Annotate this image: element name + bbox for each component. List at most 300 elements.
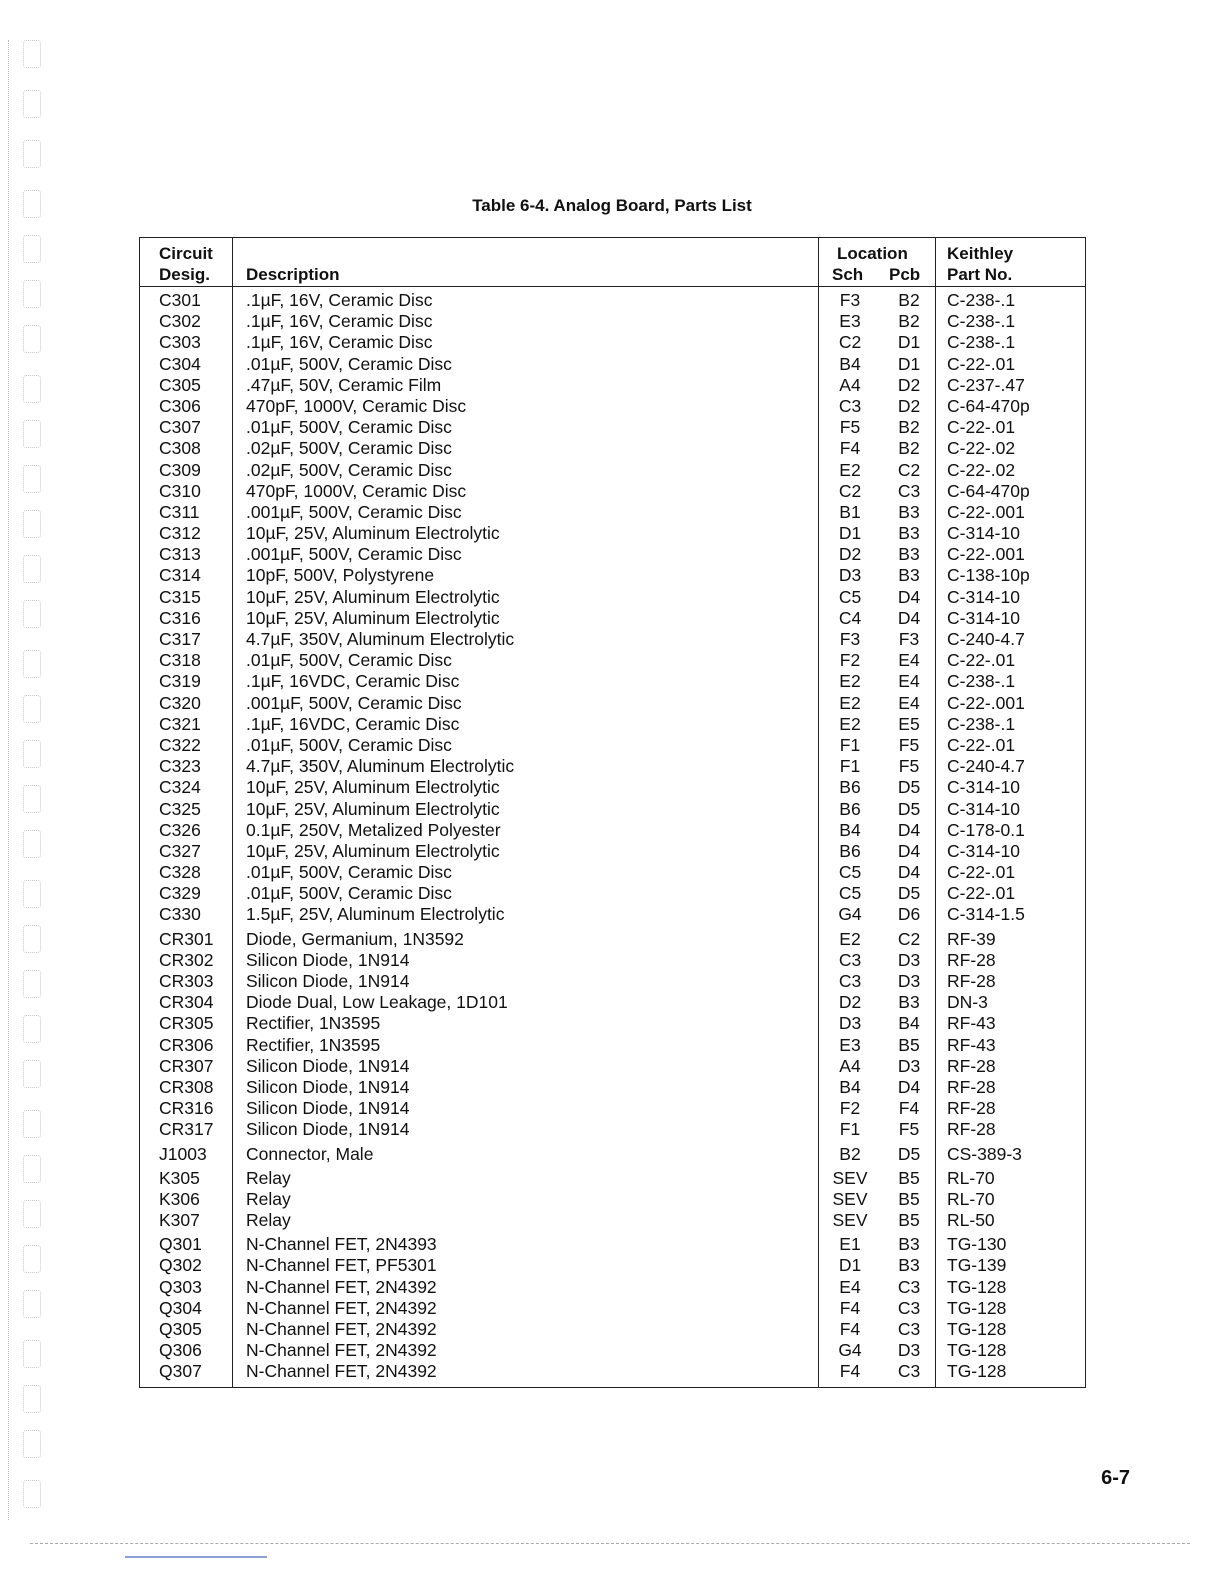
pcb-location: D4 [897,840,921,861]
part-number: RF-43 [947,1034,996,1055]
schematic-location: F4 [839,1361,861,1382]
part-number: C-22-.001 [947,501,1025,522]
schematic-location: C3 [838,949,862,970]
circuit-designation: C322 [159,734,201,755]
description-cell: N-Channel FET, PF5301 [246,1255,437,1276]
schematic-location: SEV [832,1188,868,1209]
circuit-designation: CR308 [159,1076,214,1097]
description-cell: 10pF, 500V, Polystyrene [246,565,435,586]
table-row [140,1035,1085,1056]
table-row [140,1234,1085,1255]
circuit-designation: C316 [159,607,201,628]
table-body [140,287,1085,1387]
table-row [140,950,1085,971]
schematic-location: E2 [839,713,861,734]
table-row [140,650,1085,671]
description-cell: .1µF, 16V, Ceramic Disc [246,332,433,353]
part-number: C-238-.1 [947,311,1016,332]
part-number: C-238-.1 [947,290,1016,310]
row-group [140,1234,1085,1382]
description-cell: N-Channel FET, 2N4393 [246,1234,437,1255]
table-row [140,777,1085,798]
parts-list-table [139,237,1086,1388]
schematic-location: D3 [838,1013,862,1034]
circuit-designation: C328 [159,862,201,883]
description-cell: N-Channel FET, 2N4392 [246,1319,437,1339]
description-cell: Silicon Diode, 1N914 [246,949,410,970]
table-row [140,332,1085,353]
description-cell: .01µF, 500V, Ceramic Disc [246,734,452,755]
part-number: RF-28 [947,1055,996,1076]
pcb-location: B5 [898,1167,920,1188]
description-cell: Relay [246,1167,291,1188]
table-row [140,1340,1085,1361]
schematic-location: G4 [838,1340,862,1361]
part-number: TG-130 [947,1234,1007,1255]
table-row [140,565,1085,586]
part-number: TG-128 [947,1297,1007,1318]
circuit-designation: C303 [159,332,201,353]
description-cell: 4.7µF, 350V, Aluminum Electrolytic [246,756,515,777]
table-row [140,929,1085,950]
circuit-designation: C310 [159,480,201,501]
pcb-location: D2 [897,395,921,416]
schematic-location: D1 [838,1255,862,1276]
part-number: C-238-.1 [947,332,1016,353]
header-location: Location [837,244,908,263]
table-row [140,883,1085,904]
table-row [140,1361,1085,1382]
part-number: RL-70 [947,1167,995,1188]
description-cell: Diode, Germanium, 1N3592 [246,928,464,949]
pcb-location: B3 [898,992,920,1013]
part-number: C-240-4.7 [947,756,1025,777]
part-number: C-22-.001 [947,692,1025,713]
pcb-location: E4 [898,671,920,692]
part-number: RF-28 [947,949,996,970]
table-row [140,714,1085,735]
pcb-location: D3 [897,1055,921,1076]
description-cell: .47µF, 50V, Ceramic Film [246,374,442,395]
description-cell: N-Channel FET, 2N4392 [246,1340,437,1361]
description-cell: 470pF, 1000V, Ceramic Disc [246,395,467,416]
description-cell: Silicon Diode, 1N914 [246,971,410,991]
table-row [140,438,1085,459]
pcb-location: B2 [898,290,920,310]
schematic-location: D3 [838,565,862,586]
schematic-location: C5 [838,862,862,883]
table-row [140,1189,1085,1210]
schematic-location: C4 [838,607,862,628]
part-number: C-22-.01 [947,883,1016,904]
part-number: RL-50 [947,1210,995,1231]
circuit-designation: C323 [159,756,201,777]
circuit-designation: Q307 [159,1361,202,1382]
circuit-designation: CR304 [159,992,214,1013]
schematic-location: F4 [839,1297,861,1318]
pcb-location: C2 [897,459,921,480]
pcb-location: D5 [897,1143,921,1164]
table-row [140,460,1085,481]
table-row [140,587,1085,608]
description-cell: .001µF, 500V, Ceramic Disc [246,692,462,713]
pcb-location: E4 [898,650,920,671]
part-number: C-314-10 [947,777,1020,798]
table-row [140,354,1085,375]
pcb-location: D3 [897,971,921,991]
description-cell: Connector, Male [246,1143,374,1164]
table-row [140,735,1085,756]
table-row [140,290,1085,311]
table-header [140,238,1085,287]
schematic-location: E2 [839,459,861,480]
part-number: C-314-10 [947,840,1020,861]
circuit-designation: Q306 [159,1340,202,1361]
schematic-location: B6 [839,798,861,819]
pcb-location: B3 [898,565,920,586]
description-cell: .1µF, 16V, Ceramic Disc [246,311,433,332]
schematic-location: C3 [838,971,862,991]
part-number: C-22-.01 [947,417,1016,438]
description-cell: 10µF, 25V, Aluminum Electrolytic [246,586,500,607]
part-number: C-22-.001 [947,544,1025,565]
pcb-location: B3 [898,1234,920,1255]
description-cell: 0.1µF, 250V, Metalized Polyester [246,819,501,840]
schematic-location: E2 [839,928,861,949]
row-group [140,929,1085,1141]
schematic-location: F4 [839,1319,861,1339]
part-number: C-238-.1 [947,671,1016,692]
circuit-designation: CR316 [159,1098,214,1119]
pcb-location: D6 [897,904,921,925]
pcb-location: B2 [898,417,920,438]
part-number: RF-43 [947,1013,996,1034]
pcb-location: F3 [898,629,920,649]
circuit-designation: C326 [159,819,201,840]
description-cell: Silicon Diode, 1N914 [246,1076,410,1097]
part-number: C-22-.01 [947,353,1016,374]
scan-artifact-mark [125,1556,267,1558]
part-number: RF-28 [947,1119,996,1140]
pcb-location: E4 [898,692,920,713]
part-number: RF-39 [947,928,996,949]
description-cell: 10µF, 25V, Aluminum Electrolytic [246,798,500,819]
table-row [140,417,1085,438]
circuit-designation: Q304 [159,1297,202,1318]
pcb-location: D5 [897,777,921,798]
pcb-location: D3 [897,949,921,970]
pcb-location: C3 [897,1319,921,1339]
pcb-location: D1 [897,353,921,374]
part-number: TG-139 [947,1255,1007,1276]
schematic-location: F4 [839,438,861,459]
schematic-location: C2 [838,480,862,501]
pcb-location: C3 [897,480,921,501]
description-cell: 10µF, 25V, Aluminum Electrolytic [246,607,500,628]
schematic-location: E2 [839,671,861,692]
part-number: C-22-.02 [947,459,1016,480]
description-cell: .01µF, 500V, Ceramic Disc [246,862,452,883]
table-row [140,1077,1085,1098]
header-sch: Sch [832,265,864,284]
description-cell: .02µF, 500V, Ceramic Disc [246,438,452,459]
schematic-location: D1 [838,523,862,544]
part-number: C-22-.02 [947,438,1016,459]
part-number: C-64-470p [947,480,1030,501]
pcb-location: E5 [898,713,920,734]
circuit-designation: C325 [159,798,201,819]
part-number: C-314-1.5 [947,904,1025,925]
circuit-designation: C317 [159,629,201,649]
pcb-location: C3 [897,1361,921,1382]
schematic-location: B4 [839,1076,861,1097]
table-row [140,862,1085,883]
table-row [140,756,1085,777]
table-row [140,693,1085,714]
pcb-location: C3 [897,1276,921,1297]
table-row [140,904,1085,925]
table-row [140,1319,1085,1340]
pcb-location: D4 [897,819,921,840]
circuit-designation: CR306 [159,1034,214,1055]
schematic-location: B4 [839,353,861,374]
part-number: C-138-10p [947,565,1030,586]
pcb-location: B3 [898,501,920,522]
circuit-designation: K306 [159,1188,200,1209]
header-pcb: Pcb [889,265,921,284]
pcb-location: F4 [898,1098,920,1119]
table-row [140,820,1085,841]
circuit-designation: C319 [159,671,201,692]
part-number: C-22-.01 [947,862,1016,883]
table-row [140,1056,1085,1077]
part-number: C-178-0.1 [947,819,1025,840]
table-row [140,841,1085,862]
pcb-location: C2 [897,928,921,949]
row-group [140,1168,1085,1232]
pcb-location: D3 [897,1340,921,1361]
circuit-designation: C301 [159,290,201,310]
row-group [140,290,1085,926]
table-row [140,1168,1085,1189]
description-cell: Rectifier, 1N3595 [246,1013,381,1034]
pcb-location: F5 [898,1119,920,1140]
circuit-designation: J1003 [159,1143,207,1164]
description-cell: Diode Dual, Low Leakage, 1D101 [246,992,508,1013]
part-number: TG-128 [947,1276,1007,1297]
description-cell: .02µF, 500V, Ceramic Disc [246,459,452,480]
circuit-designation: C312 [159,523,201,544]
pcb-location: B2 [898,438,920,459]
table-row [140,523,1085,544]
part-number: C-64-470p [947,395,1030,416]
pcb-location: D1 [897,332,921,353]
description-cell: .01µF, 500V, Ceramic Disc [246,353,452,374]
table-row [140,1013,1085,1034]
description-cell: .1µF, 16VDC, Ceramic Disc [246,671,460,692]
table-row [140,311,1085,332]
header-desig: Desig. [159,265,211,284]
schematic-location: F1 [839,734,861,755]
description-cell: Silicon Diode, 1N914 [246,1119,410,1140]
description-cell: .1µF, 16V, Ceramic Disc [246,290,433,310]
pcb-location: B5 [898,1188,920,1209]
table-row [140,502,1085,523]
part-number: C-240-4.7 [947,629,1025,649]
part-number: RF-28 [947,1076,996,1097]
circuit-designation: C318 [159,650,201,671]
schematic-location: C2 [838,332,862,353]
circuit-designation: C315 [159,586,201,607]
pcb-location: F5 [898,734,920,755]
schematic-location: F3 [839,290,861,310]
pcb-location: B5 [898,1034,920,1055]
binding-holes [8,40,49,1520]
circuit-designation: C307 [159,417,201,438]
circuit-designation: C330 [159,904,201,925]
table-row [140,481,1085,502]
schematic-location: G4 [838,904,862,925]
pcb-location: B4 [898,1013,920,1034]
schematic-location: F1 [839,756,861,777]
pcb-location: D5 [897,798,921,819]
pcb-location: B2 [898,311,920,332]
part-number: TG-128 [947,1340,1007,1361]
row-group [140,1144,1085,1165]
schematic-location: C5 [838,883,862,904]
schematic-location: SEV [832,1167,868,1188]
schematic-location: E4 [839,1276,861,1297]
description-cell: 4.7µF, 350V, Aluminum Electrolytic [246,629,515,649]
description-cell: 10µF, 25V, Aluminum Electrolytic [246,777,500,798]
circuit-designation: CR303 [159,971,214,991]
pcb-location: B5 [898,1210,920,1231]
table-row [140,396,1085,417]
part-number: C-22-.01 [947,734,1016,755]
circuit-designation: K307 [159,1210,200,1231]
scan-artifact-line [30,1543,1190,1544]
schematic-location: SEV [832,1210,868,1231]
schematic-location: B4 [839,819,861,840]
description-cell: .01µF, 500V, Ceramic Disc [246,417,452,438]
pcb-location: D4 [897,586,921,607]
pcb-location: B3 [898,523,920,544]
description-cell: N-Channel FET, 2N4392 [246,1276,437,1297]
schematic-location: B2 [839,1143,861,1164]
pcb-location: D4 [897,862,921,883]
part-number: C-314-10 [947,798,1020,819]
schematic-location: C5 [838,586,862,607]
schematic-location: E1 [839,1234,861,1255]
page-number: 6-7 [1101,1467,1130,1489]
part-number: C-237-.47 [947,374,1025,395]
part-number: C-314-10 [947,607,1020,628]
schematic-location: D2 [838,544,862,565]
part-number: CS-389-3 [947,1143,1022,1164]
part-number: RL-70 [947,1188,995,1209]
table-row [140,671,1085,692]
header-circuit: Circuit [159,244,213,263]
pcb-location: D4 [897,1076,921,1097]
schematic-location: F2 [839,650,861,671]
circuit-designation: K305 [159,1167,200,1188]
table-row [140,1298,1085,1319]
schematic-location: F3 [839,629,861,649]
part-number: C-238-.1 [947,713,1016,734]
schematic-location: F5 [839,417,861,438]
header-keithley: Keithley [947,244,1014,263]
circuit-designation: C313 [159,544,201,565]
circuit-designation: CR317 [159,1119,214,1140]
description-cell: Rectifier, 1N3595 [246,1034,381,1055]
description-cell: 470pF, 1000V, Ceramic Disc [246,480,467,501]
schematic-location: F1 [839,1119,861,1140]
header-part-no: Part No. [947,265,1013,284]
description-cell: 1.5µF, 25V, Aluminum Electrolytic [246,904,505,925]
circuit-designation: CR301 [159,928,214,949]
table-row [140,608,1085,629]
description-cell: 10µF, 25V, Aluminum Electrolytic [246,840,500,861]
table-row [140,992,1085,1013]
circuit-designation: C320 [159,692,201,713]
pcb-location: C3 [897,1297,921,1318]
description-cell: N-Channel FET, 2N4392 [246,1297,437,1318]
circuit-designation: Q302 [159,1255,202,1276]
table-title: Table 6-4. Analog Board, Parts List [472,196,752,215]
table-row [140,375,1085,396]
table-row [140,629,1085,650]
pcb-location: B3 [898,1255,920,1276]
circuit-designation: C314 [159,565,201,586]
part-number: TG-128 [947,1319,1007,1339]
circuit-designation: C311 [159,501,200,522]
description-cell: .01µF, 500V, Ceramic Disc [246,650,452,671]
part-number: DN-3 [947,992,988,1013]
schematic-location: B6 [839,840,861,861]
circuit-designation: C302 [159,311,201,332]
description-cell: .001µF, 500V, Ceramic Disc [246,501,462,522]
circuit-designation: C324 [159,777,201,798]
schematic-location: A4 [839,1055,861,1076]
part-number: RF-28 [947,1098,996,1119]
circuit-designation: Q305 [159,1319,202,1339]
schematic-location: E3 [839,311,861,332]
table-row [140,544,1085,565]
schematic-location: F2 [839,1098,861,1119]
circuit-designation: C321 [159,713,201,734]
part-number: C-314-10 [947,586,1020,607]
circuit-designation: C305 [159,374,201,395]
part-number: TG-128 [947,1361,1007,1382]
schematic-location: B1 [839,501,861,522]
table-row [140,1098,1085,1119]
description-cell: Relay [246,1210,291,1231]
description-cell: 10µF, 25V, Aluminum Electrolytic [246,523,500,544]
pcb-location: B3 [898,544,920,565]
description-cell: .001µF, 500V, Ceramic Disc [246,544,462,565]
schematic-location: C3 [838,395,862,416]
circuit-designation: C309 [159,459,201,480]
table-row [140,1255,1085,1276]
description-cell: Silicon Diode, 1N914 [246,1055,410,1076]
table-row [140,1210,1085,1231]
table-row [140,1144,1085,1165]
table-row [140,971,1085,992]
pcb-location: D2 [897,374,921,395]
header-description: Description [246,265,340,284]
part-number: C-314-10 [947,523,1020,544]
table-row [140,799,1085,820]
